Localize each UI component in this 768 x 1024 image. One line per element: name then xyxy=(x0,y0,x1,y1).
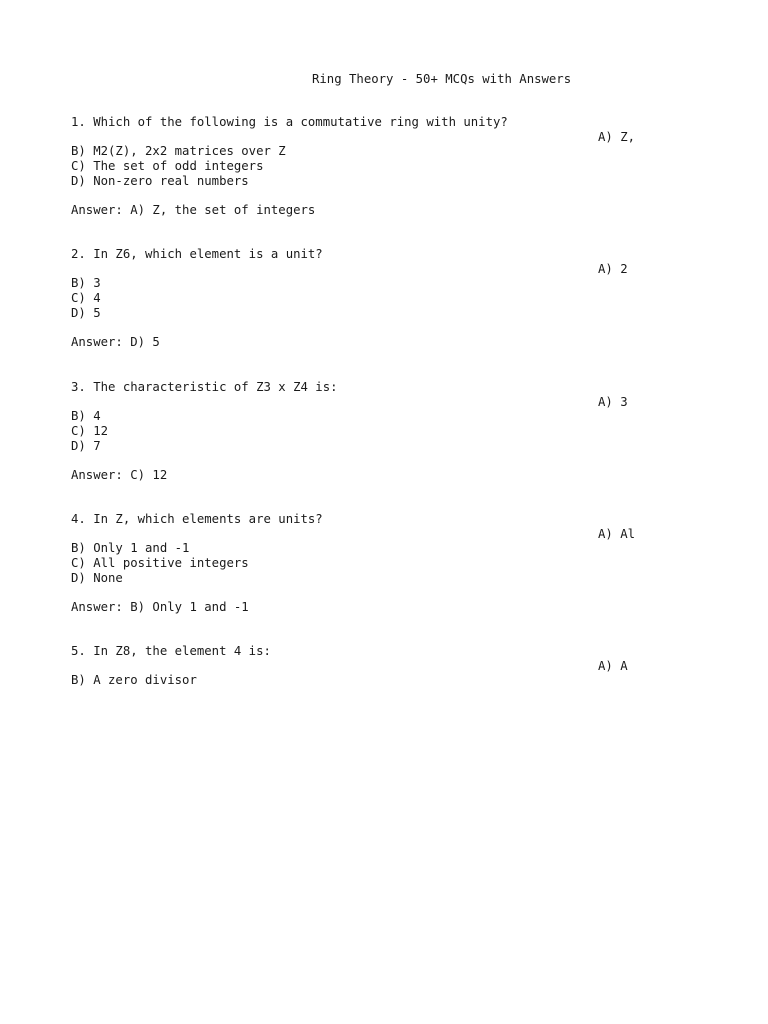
question-block xyxy=(71,644,711,688)
question-prompt: 5. In Z8, the element 4 is: xyxy=(71,644,271,658)
option-d: D) 7 xyxy=(71,438,101,453)
answer-line: Answer: A) Z, the set of integers xyxy=(71,203,316,218)
question-block xyxy=(71,380,711,483)
document-title: Ring Theory - 50+ MCQs with Answers xyxy=(312,72,572,86)
question-prompt: 2. In Z6, which element is a unit? xyxy=(71,247,323,261)
option-c: C) All positive integers xyxy=(71,556,249,571)
option-d: D) Non-zero real numbers xyxy=(71,173,249,188)
option-b: B) 4 xyxy=(71,409,101,424)
option-a: A) Z, xyxy=(598,129,636,144)
option-d: D) 5 xyxy=(71,305,101,320)
question-block xyxy=(71,512,711,615)
option-b: B) A zero divisor xyxy=(71,673,197,688)
option-c: C) The set of odd integers xyxy=(71,159,264,174)
option-c: C) 12 xyxy=(71,424,109,439)
question-prompt: 3. The characteristic of Z3 x Z4 is: xyxy=(71,380,338,394)
question-prompt: 4. In Z, which elements are units? xyxy=(71,512,323,526)
option-b: B) 3 xyxy=(71,276,101,291)
option-d: D) None xyxy=(71,570,123,585)
option-a: A) Al xyxy=(598,526,636,541)
option-a: A) 2 xyxy=(598,261,628,276)
question-block xyxy=(71,247,711,350)
answer-line: Answer: C) 12 xyxy=(71,468,168,483)
answer-line: Answer: D) 5 xyxy=(71,335,160,350)
question-block xyxy=(71,115,711,218)
question-prompt: 1. Which of the following is a commutative ring with unity? xyxy=(71,115,508,129)
option-b: B) Only 1 and -1 xyxy=(71,541,190,556)
option-c: C) 4 xyxy=(71,291,101,306)
option-b: B) M2(Z), 2x2 matrices over Z xyxy=(71,144,286,159)
answer-line: Answer: B) Only 1 and -1 xyxy=(71,600,249,615)
option-a: A) A xyxy=(598,658,628,673)
option-a: A) 3 xyxy=(598,394,628,409)
